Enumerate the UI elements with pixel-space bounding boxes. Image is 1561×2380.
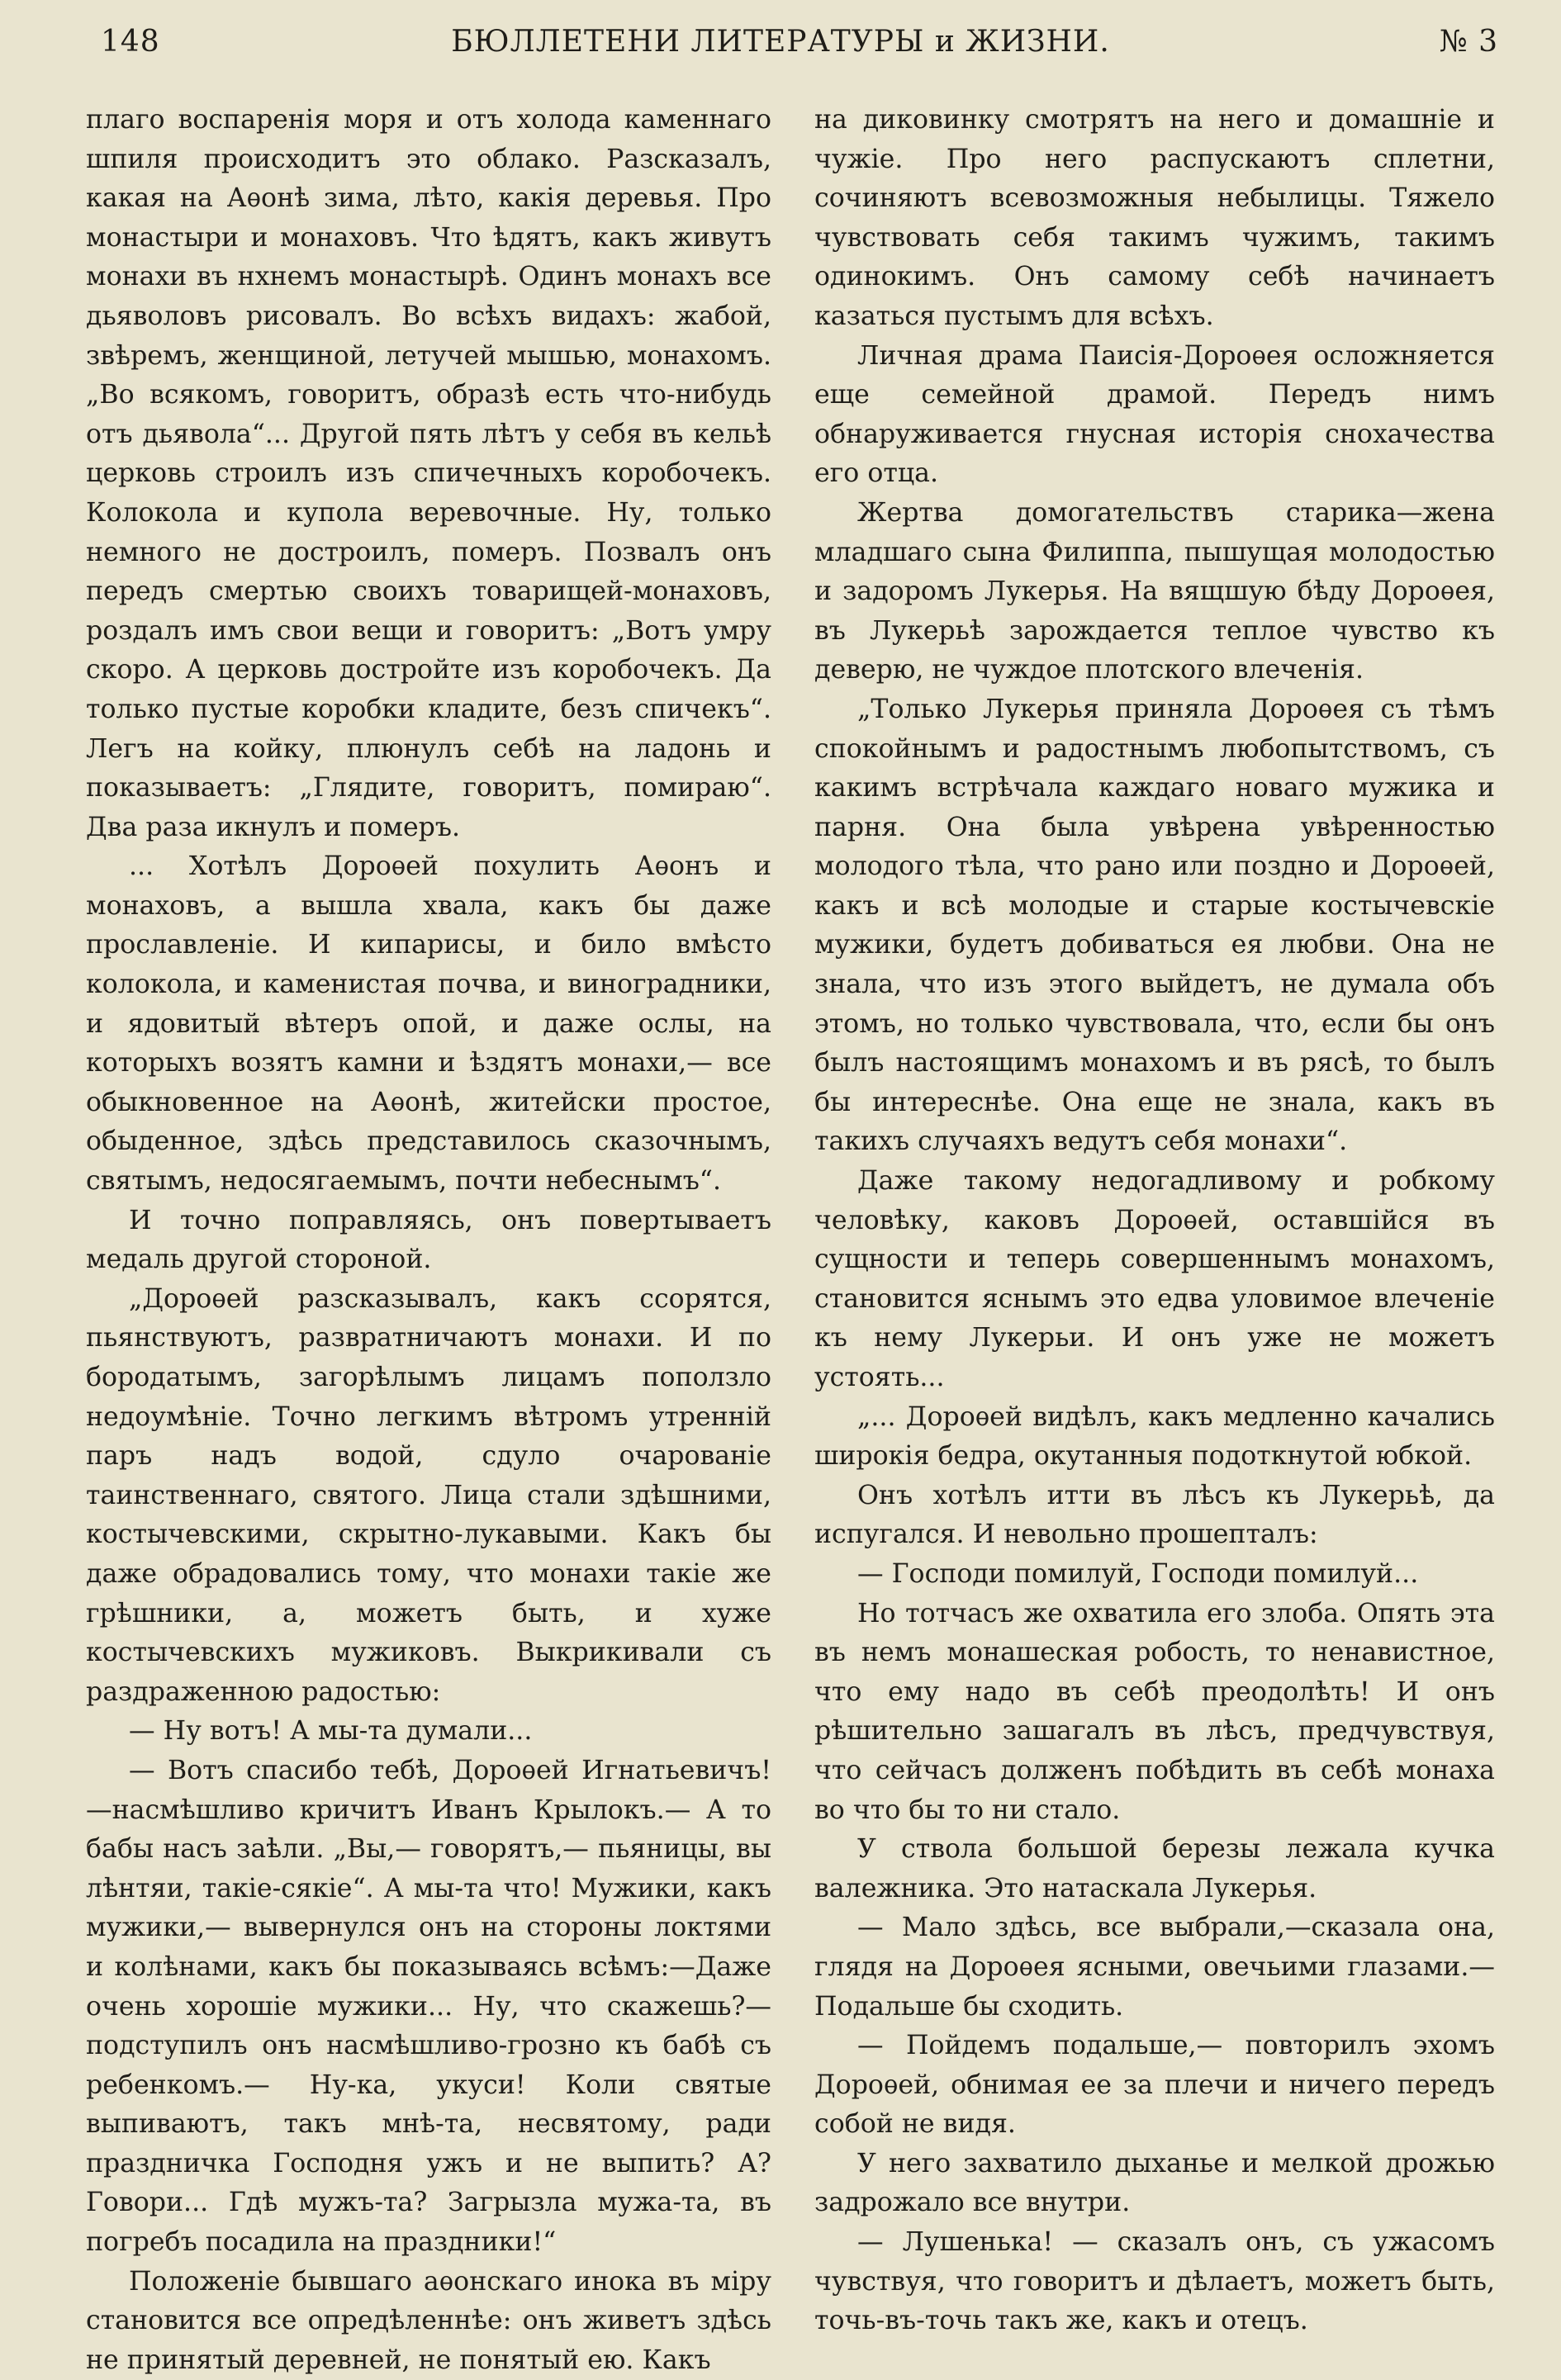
paragraph: „Только Лукерья приняла Дороѳея съ тѣмъ спокойнымъ и радостнымъ любопытствомъ, съ какимъ встрѣчала каждаго новаго мужика и парня. Она была увѣрена увѣренностью молодого тѣла, что рано или поздно и Дороѳей, какъ и всѣ молодые и старые костычевскіе мужики, будетъ добиваться ея любви. Она не знала, что изъ этого выйдетъ, не думала объ этомъ, но только чувствовала, что, если бы онъ былъ настоящимъ монахомъ и въ рясѣ, то былъ бы интереснѣе. Она еще не знала, какъ въ такихъ случаяхъ ведутъ себя монахи“. [814, 694, 1495, 1157]
paragraph: — Мало здѣсь, все выбрали,—сказала она, глядя на Дороѳея ясными, овечьими глазами.—Подальше бы сходить. [814, 1913, 1495, 2022]
paragraph: плаго воспаренія моря и отъ холода каменнаго шпиля происходитъ это облако. Разсказалъ, какая на Аѳонѣ зима, лѣто, какія деревья. Про монастыри и монаховъ. Что ѣдятъ, какъ живутъ монахи въ нхнемъ монастырѣ. Одинъ монахъ все дьяволовъ рисовалъ. Во всѣхъ видахъ: жабой, звѣремъ, женщиной, летучей мышью, монахомъ. „Во всякомъ, говоритъ, образѣ есть что-нибудь отъ дьявола“... Другой пять лѣтъ у себя въ кельѣ церковь строилъ изъ спичечныхъ коробочекъ. Колокола и купола веревочные. Ну, только немного не достроилъ, померъ. Позвалъ онъ передъ смертью своихъ товарищей-монаховъ, роздалъ имъ свои вещи и говоритъ: „Вотъ умру скоро. А церковь достройте изъ коробочекъ. Да только пустые коробки кладите, безъ спичекъ“. Легъ на койку, плюнулъ себѣ на ладонь и показываетъ: „Глядите, говоритъ, помираю“. Два раза икнулъ и померъ. [86, 105, 771, 842]
paragraph: на диковинку смотрятъ на него и домашніе и чужіе. Про него распускаютъ сплетни, сочиняютъ всевозможныя небылицы. Тяжело чувствовать себя такимъ чужимъ, такимъ одинокимъ. Онъ самому себѣ начинаетъ казаться пустымъ для всѣхъ. [814, 105, 1495, 331]
paragraph: — Господи помилуй, Господи помилуй... [857, 1558, 1419, 1589]
paragraph: Но тотчасъ же охватила его злоба. Опять эта въ немъ монашеская робость, то ненавистное, что ему надо въ себѣ преодолѣть! И онъ рѣшительно зашагалъ въ лѣсъ, предчувствуя, что сейчасъ долженъ побѣдить въ себѣ монаха во что бы то ни стало. [814, 1598, 1495, 1825]
page-number: 148 [101, 25, 160, 59]
paragraph: Жертва домогательствъ старика—жена младшаго сына Филиппа, пышущая молодостью и задоромъ Лукерья. На вящшую бѣду Дороѳея, въ Лукерьѣ зарождается теплое чувство къ деверю, не чуждое плотского влеченія. [814, 497, 1495, 685]
paragraph: — Ну вотъ! А мы-та думали... [129, 1716, 533, 1747]
paragraph: — Лушенька! — сказалъ онъ, съ ужасомъ чувствуя, что говоритъ и дѣлаетъ, можетъ быть, точь-въ-точь такъ же, какъ и отецъ. [814, 2227, 1495, 2336]
paragraph: Положеніе бывшаго аѳонскаго инока въ міру становится все опредѣленнѣе: онъ живетъ здѣсь не принятый деревней, не понятый ею. Какъ [86, 2266, 771, 2375]
paragraph: Даже такому недогадливому и робкому человѣку, каковъ Дороѳей, оставшійся въ сущности и теперь совершеннымъ монахомъ, становится яснымъ это едва уловимое влеченіе къ нему Лукерьи. И онъ уже не можетъ устоять... [814, 1166, 1495, 1392]
paragraph: „... Дороѳей видѣлъ, какъ медленно качались широкія бедра, окутанныя подоткнутой юбкой. [814, 1401, 1495, 1472]
left-column [86, 101, 771, 2380]
journal-title: БЮЛЛЕТЕНИ ЛИТЕРАТУРЫ и ЖИЗНИ. [451, 25, 1110, 59]
paragraph: Онъ хотѣлъ итти въ лѣсъ къ Лукерьѣ, да испугался. И невольно прошепталъ: [814, 1480, 1495, 1550]
paragraph: У него захватило дыханье и мелкой дрожью задрожало все внутри. [814, 2148, 1495, 2218]
paragraph: „Дороѳей разсказывалъ, какъ ссорятся, пьянствуютъ, развратничаютъ монахи. И по бородатымъ, загорѣлымъ лицамъ поползло недоумѣніе. Точно легкимъ вѣтромъ утренній паръ надъ водой, сдуло очарованіе таинственнаго, святого. Лица стали здѣшними, костычевскими, скрытно-лукавыми. Какъ бы даже обрадовались тому, что монахи такіе же грѣшники, а, можетъ быть, и хуже костычевскихъ мужиковъ. Выкрикивали съ раздраженною радостью: [86, 1283, 771, 1707]
paragraph: У ствола большой березы лежала кучка валежника. Это натаскала Лукерья. [814, 1834, 1495, 1904]
paragraph: Личная драма Паисія-Дороѳея осложняется еще семейной драмой. Передъ нимъ обнаруживается гнусная исторія снохачества его отца. [814, 340, 1495, 489]
paragraph: — Вотъ спасибо тебѣ, Дороѳей Игнатьевичъ!—насмѣшливо кричитъ Иванъ Крылокъ.— А то бабы насъ заѣли. „Вы,— говорятъ,— пьяницы, вы лѣнтяи, такіе-сякіе“. А мы-та что! Мужики, какъ мужики,— вывернулся онъ на стороны локтями и колѣнами, какъ бы показываясь всѣмъ:—Даже очень хорошіе мужики... Ну, что скажешь?—подступилъ онъ насмѣшливо-грозно къ бабѣ съ ребенкомъ.— Ну-ка, укуси! Коли святые выпиваютъ, такъ мнѣ-та, несвятому, ради праздничка Господня ужъ и не выпить? А? Говори... Гдѣ мужъ-та? Загрызла мужа-та, въ погребъ посадила на праздники!“ [86, 1755, 771, 2258]
right-column [814, 101, 1495, 2341]
paragraph: — Пойдемъ подальше,— повторилъ эхомъ Дороѳей, обнимая ее за плечи и ничего передъ собой не видя. [814, 2031, 1495, 2140]
paragraph: И точно поправляясь, онъ повертываетъ медаль другой стороной. [86, 1205, 771, 1275]
issue-number: № 3 [1439, 25, 1498, 59]
running-header [0, 25, 1561, 66]
paragraph: ... Хотѣлъ Дороѳей похулить Аѳонъ и монаховъ, а вышла хвала, какъ бы даже прославленіе. И кипарисы, и било вмѣсто колокола, и каменистая почва, и виноградники, и ядовитый вѣтеръ опой, и даже ослы, на которыхъ возятъ камни и ѣздятъ монахи,— все обыкновенное на Аѳонѣ, житейски простое, обыденное, здѣсь представилось сказочнымъ, святымъ, недосягаемымъ, почти небеснымъ“. [86, 851, 771, 1197]
